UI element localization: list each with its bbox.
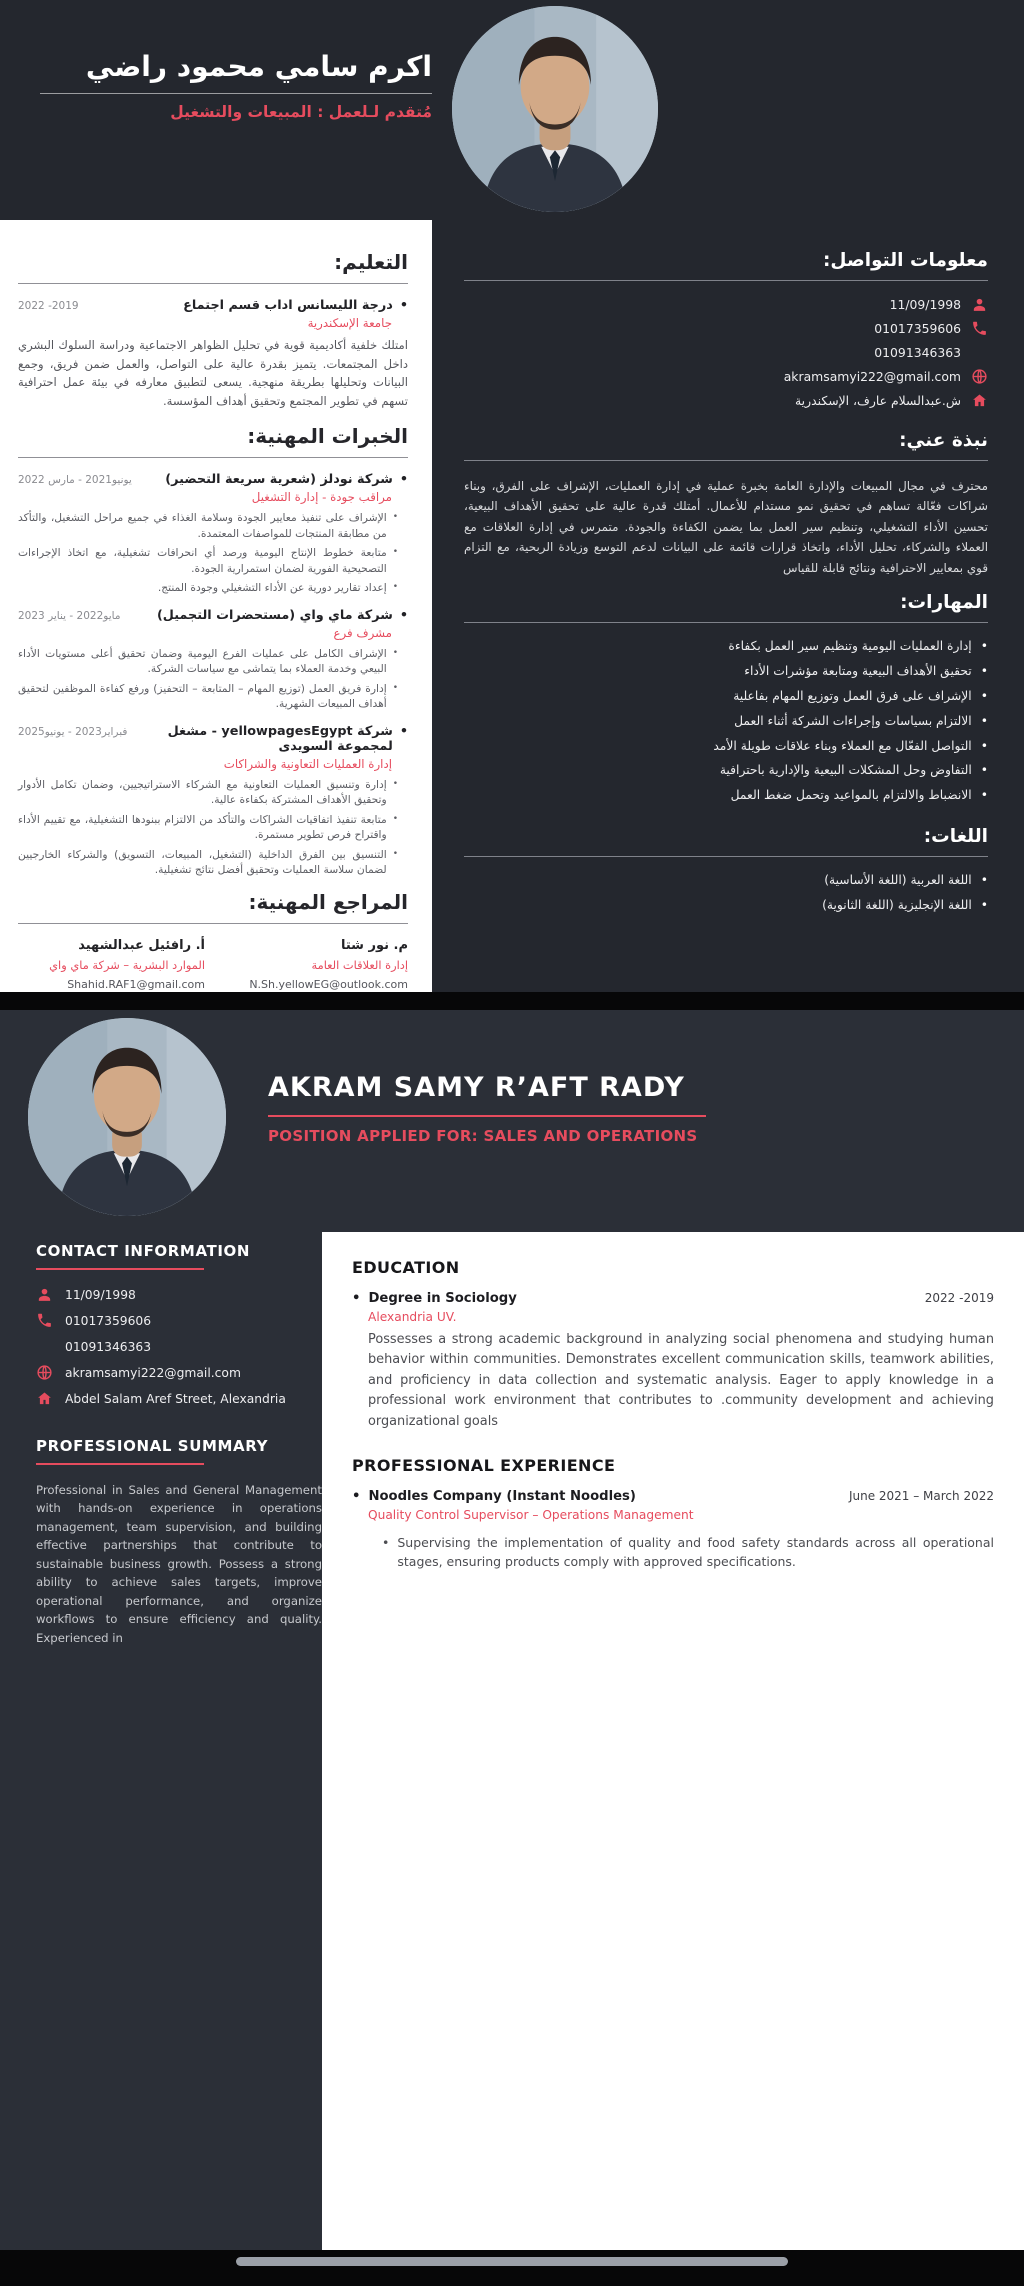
contact-item-birthdate xyxy=(464,296,988,313)
globe-icon xyxy=(36,1364,53,1381)
bullet-icon xyxy=(981,787,988,805)
bullet-icon xyxy=(393,812,398,843)
job-duty-text: الإشراف الكامل على عمليات الفرع اليومية وضمان تحقيق أعلى مستويات الأداء البيعي وخدمة العملاء بما يتماشى مع سياسات الشركة. xyxy=(18,646,387,676)
icon-spacer xyxy=(971,344,988,361)
candidate-name-english: AKRAM SAMY R’AFT RADY xyxy=(268,1072,685,1103)
company-name: شركة ماي واي (مستحضرات التجميل) xyxy=(156,607,393,623)
job-dates: June 2021 – March 2022 xyxy=(848,1488,994,1503)
skill-item xyxy=(464,638,988,656)
university-name: جامعة الإسكندرية xyxy=(307,316,392,330)
job-role: Quality Control Supervisor – Operations Management xyxy=(368,1507,694,1522)
skill-text: تحقيق الأهداف البيعية ومتابعة مؤشرات الأداء xyxy=(744,664,972,679)
job-duty xyxy=(382,1534,994,1572)
summary-section xyxy=(36,1437,322,1647)
language-item xyxy=(464,872,988,890)
contact-item-address xyxy=(36,1390,322,1407)
languages-section-title: اللغات: xyxy=(464,826,988,857)
contact-item-email xyxy=(464,368,988,385)
reference-name: م. نور شتا xyxy=(340,937,408,953)
bullet-icon xyxy=(393,545,398,576)
reference-entry xyxy=(18,938,205,991)
about-section-title: نبذة عني: xyxy=(464,430,988,461)
contact-value: 01091346363 xyxy=(874,345,961,360)
english-main-card xyxy=(322,1232,1024,2250)
section-divider xyxy=(36,1463,204,1465)
bullet-icon xyxy=(400,608,408,623)
reference-email[interactable]: Shahid.RAF1@gmail.com xyxy=(67,977,205,991)
degree-name: درجة الليسانس اداب قسم اجتماع xyxy=(183,298,393,313)
education-section-title: التعليم: xyxy=(18,250,408,284)
contact-item-address xyxy=(464,392,988,409)
contact-value: 01017359606 xyxy=(65,1313,152,1328)
company-name: Noodles Company (Instant Noodles) xyxy=(368,1488,636,1504)
contact-item-phone xyxy=(36,1312,322,1329)
bullet-icon xyxy=(981,872,988,890)
education-description: Possesses a strong academic background in analyzing social phenomena and studying human behavior within communities. Demonstrates excellent communication skills, teamwork abilities, and proficiency in data collection and systematic analysis. Eager to apply knowledge in a professional work environment that contributes to .community development and achieving organizational goals xyxy=(368,1332,994,1429)
home-icon xyxy=(36,1390,53,1407)
job-duty xyxy=(18,545,398,576)
profile-photo xyxy=(28,1018,226,1216)
profile-photo-illustration xyxy=(452,6,658,212)
bullet-icon xyxy=(981,897,988,915)
viewer-scrollbar[interactable] xyxy=(236,2257,788,2266)
bullet-icon xyxy=(981,738,988,756)
reference-email[interactable]: N.Sh.yellowEG@outlook.com xyxy=(249,977,408,991)
references-section-title: المراجع المهنية: xyxy=(18,890,408,924)
job-dates: يونيو2021 - مارس 2022 xyxy=(18,474,132,487)
job-duty xyxy=(18,681,398,712)
job-duty xyxy=(18,812,398,843)
job-duty-text: متابعة تنفيذ اتفاقيات الشراكات والتأكد من الالتزام ببنودها التشغيلية، مع تقييم الأداء واقتراح فرص تطوير مستمرة. xyxy=(18,812,387,842)
job-entry xyxy=(18,724,408,878)
experience-section-title: الخبرات المهنية: xyxy=(18,424,408,458)
english-sidebar xyxy=(36,1242,322,1647)
experience-section-title: PROFESSIONAL EXPERIENCE xyxy=(352,1455,616,1475)
reference-role: الموارد البشرية – شركة ماي واي xyxy=(49,957,205,972)
bullet-icon xyxy=(393,646,398,677)
reference-name: أ. رافئيل عبدالشهيد xyxy=(78,937,205,953)
skill-text: الإشراف على فرق العمل وتوزيع المهام بفاعلية xyxy=(733,689,972,703)
position-applied-arabic: مُتقدم لـلعمل : المبيعات والتشغيل xyxy=(170,103,432,121)
company-name: شركة نودلز (شعرية سريعة التحضير) xyxy=(165,472,393,488)
bullet-icon xyxy=(981,663,988,681)
job-duty-text: إدارة فريق العمل (توزيع المهام – المتابعة – التحفيز) ورفع كفاءة الموظفين لتحقيق أهداف المبيعات الشهرية. xyxy=(18,681,387,711)
job-duty-text: إعداد تقارير دورية عن الأداء التشغيلي وجودة المنتج. xyxy=(157,581,387,595)
language-text: اللغة الإنجليزية (اللغة الثانوية) xyxy=(822,897,972,912)
job-duty-text: إدارة وتنسيق العمليات التعاونية مع الشركاء الاستراتيجيين، وضمان تكامل الأدوار وتحقيق الأهداف المشتركة بكفاءة عالية. xyxy=(18,777,387,807)
profile-photo-illustration xyxy=(28,1018,226,1216)
bullet-icon xyxy=(400,724,408,754)
job-duty xyxy=(18,580,398,596)
education-entry xyxy=(18,298,408,410)
bullet-icon xyxy=(352,1291,360,1306)
contact-value[interactable]: akramsamyi222@gmail.com xyxy=(783,369,961,384)
skill-item xyxy=(464,663,988,681)
contact-item-email xyxy=(36,1364,322,1381)
contact-section-title: معلومات التواصل: xyxy=(464,250,988,281)
references-list xyxy=(18,938,408,991)
job-duty xyxy=(18,646,398,677)
about-text: محترف في مجال المبيعات والإدارة العامة بخبرة عملية في إدارة العمليات، الإشراف على الفرق، وبناء شراكات فعّالة تساهم في تحقيق نمو مستدام للأعمال. أمتلك قدرة عالية على تحقيق الأهداف البيعية، تحسين الأداء التشغيلي، وتنظيم سير العمل بما يضمن الكفاءة والجودة. متمرس في إدارة العلاقات مع العملاء والشركاء، تحليل الأداء، واتخاذ قرارات قائمة على البيانات لدعم التوسع وزيادة الربحية، مع التزام قوي بمعايير الاحترافية ونتائج قابلة للقياس xyxy=(464,479,988,575)
contact-section-title: CONTACT INFORMATION xyxy=(36,1242,251,1260)
job-dates: مايو2022 - يناير 2023 xyxy=(18,609,121,622)
bullet-icon xyxy=(981,762,988,780)
phone-icon xyxy=(36,1312,53,1329)
candidate-name-arabic: اكرم سامي محمود راضي xyxy=(40,50,432,94)
phone-icon xyxy=(971,320,988,337)
contact-item-phone-2 xyxy=(464,344,988,361)
contact-value: 11/09/1998 xyxy=(65,1287,136,1302)
contact-value: 01091346363 xyxy=(65,1339,152,1354)
icon-spacer xyxy=(36,1338,53,1355)
job-role: مشرف فرع xyxy=(333,625,392,640)
english-header xyxy=(268,1072,988,1145)
bullet-icon xyxy=(382,1534,389,1572)
job-duty xyxy=(18,847,398,878)
job-entry xyxy=(18,608,408,712)
bullet-icon xyxy=(393,510,398,541)
bullet-icon xyxy=(981,688,988,706)
degree-name: Degree in Sociology xyxy=(368,1291,517,1306)
job-role: إدارة العمليات التعاونية والشراكات xyxy=(223,756,392,771)
education-entry xyxy=(352,1291,994,1432)
section-divider xyxy=(36,1268,204,1270)
arabic-header xyxy=(40,50,432,121)
skills-section-title: المهارات: xyxy=(464,592,988,623)
summary-section-title: PROFESSIONAL SUMMARY xyxy=(36,1437,269,1455)
skill-text: الانضباط والالتزام بالمواعيد وتحمل ضغط العمل xyxy=(730,788,972,803)
language-item xyxy=(464,897,988,915)
job-entry xyxy=(352,1489,994,1572)
contact-item-birthdate xyxy=(36,1286,322,1303)
summary-text: Professional in Sales and General Management with hands-on experience in operations management, team supervision, and building effective partnerships that contribute to sustainable business growth. Possess a strong ability to achieve sales targets, improve operational performance, and organize workflows to ensure efficiency and quality. Experienced in xyxy=(36,1483,322,1645)
skill-item xyxy=(464,688,988,706)
job-duty-text: التنسيق بين الفرق الداخلية (التشغيل، المبيعات، التسويق) والشركاء الخارجيين لضمان سلاسة العمليات وتحقيق أفضل نتائج تشغيلية. xyxy=(18,847,387,877)
reference-role: إدارة العلاقات العامة xyxy=(311,957,408,972)
job-role: مراقب جودة - إدارة التشغيل xyxy=(251,490,392,505)
contact-item-phone xyxy=(464,320,988,337)
education-section-title: EDUCATION xyxy=(352,1258,460,1277)
contact-value: Abdel Salam Aref Street, Alexandria xyxy=(65,1391,286,1406)
contact-value: 01017359606 xyxy=(874,321,961,336)
job-duty xyxy=(18,777,398,808)
bullet-icon xyxy=(400,472,408,487)
bullet-icon xyxy=(400,298,408,313)
education-dates: 2022 -2019 xyxy=(924,1291,994,1305)
bullet-icon xyxy=(352,1489,360,1504)
bullet-icon xyxy=(393,847,398,878)
person-icon xyxy=(971,296,988,313)
bullet-icon xyxy=(393,777,398,808)
contact-item-phone-2 xyxy=(36,1338,322,1355)
arabic-sidebar xyxy=(432,220,1024,992)
language-text: اللغة العربية (اللغة الأساسية) xyxy=(824,873,972,888)
bullet-icon xyxy=(393,681,398,712)
bullet-icon xyxy=(393,580,398,596)
job-duty-text: الإشراف على تنفيذ معايير الجودة وسلامة الغذاء في جميع مراحل التشغيل، والتأكد من مطابقة المنتجات للمواصفات المعتمدة. xyxy=(18,511,387,540)
job-duty xyxy=(18,510,398,541)
university-name: Alexandria UV. xyxy=(368,1310,457,1324)
header-divider xyxy=(268,1115,706,1117)
contact-value[interactable]: akramsamyi222@gmail.com xyxy=(65,1365,241,1380)
education-description: امتلك خلفية أكاديمية قوية في تحليل الظواهر الاجتماعية ودراسة السلوك البشري داخل المجتمعات. يتميز بقدرة عالية على التواصل، والعمل ضمن فريق، وجمع البيانات وتحليلها بطريقة منهجية. يسعى لتطبيق معارفه في بيئة عمل احترافية تسهم في تطوير المجتمع وتحقيق أهداف المؤسسة. xyxy=(18,338,408,408)
person-icon xyxy=(36,1286,53,1303)
skill-text: التفاوض وحل المشكلات البيعية والإدارية باحترافية xyxy=(719,763,972,778)
home-icon xyxy=(971,392,988,409)
job-entry xyxy=(18,472,408,596)
skill-text: الالتزام بسياسات وإجراءات الشركة أثناء العمل xyxy=(734,713,972,728)
arabic-main-column xyxy=(0,220,432,992)
skill-text: إدارة العمليات اليومية وتنظيم سير العمل بكفاءة xyxy=(728,639,972,654)
skill-text: التواصل الفعّال مع العملاء وبناء علاقات طويلة الأمد xyxy=(713,738,972,753)
globe-icon xyxy=(971,368,988,385)
position-applied-english: POSITION APPLIED FOR: SALES AND OPERATIONS xyxy=(268,1127,698,1145)
contact-value: ش.عبدالسلام عارف، الإسكندرية xyxy=(795,393,961,408)
skill-item xyxy=(464,738,988,756)
bullet-icon xyxy=(981,713,988,731)
contact-value: 11/09/1998 xyxy=(889,297,961,312)
company-name: شركة yellowpagesEgypt - مشغل لمجموعة السويدى xyxy=(167,723,393,754)
education-dates: 2019- 2022 xyxy=(18,300,79,312)
cv-page-english xyxy=(0,1010,1024,2250)
profile-photo xyxy=(452,6,658,212)
reference-entry xyxy=(221,938,408,991)
job-duty-text: Supervising the implementation of quality and food safety standards across all operational stages, ensuring products comply with approved specifications. xyxy=(397,1534,994,1569)
skill-item xyxy=(464,713,988,731)
job-dates: فبراير2023 - يونيو2025 xyxy=(18,725,128,738)
cv-page-arabic xyxy=(0,0,1024,992)
bullet-icon xyxy=(981,638,988,656)
skill-item xyxy=(464,787,988,805)
job-duty-text: متابعة خطوط الإنتاج اليومية ورصد أي انحرافات تشغيلية، مع اتخاذ الإجراءات التصحيحية الفورية لضمان استمرارية الجودة. xyxy=(18,546,387,575)
skill-item xyxy=(464,762,988,780)
